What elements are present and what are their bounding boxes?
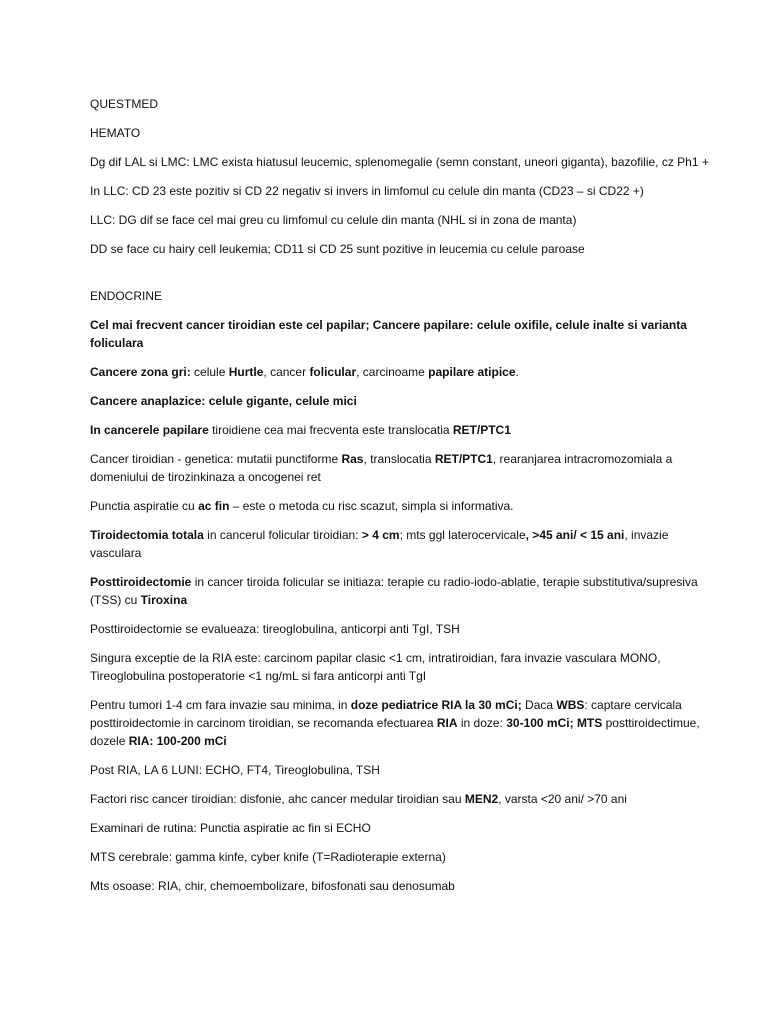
endocrine-paragraph-13 (90, 790, 710, 808)
text-run: Ras (341, 452, 364, 466)
text-run: – este o metoda cu risc scazut, simpla si informativa. (229, 499, 514, 513)
text-run: tiroidiene cea mai frecventa este translocatia (208, 423, 453, 437)
text-run: MTS (576, 716, 603, 730)
text-run: in cancer tiroida folicular se initiaza: terapie cu radio-iodo-ablatie, terapie substitutiva/supresiva (TSS) cu (90, 575, 698, 607)
section-heading-hemato: HEMATO (90, 126, 141, 140)
text-run: RIA (436, 716, 458, 730)
text-run: Cancere zona gri: (90, 365, 191, 379)
text-run: RET/PTC1 (452, 423, 511, 437)
text-run: Cancere papilare: celule oxifile, celule inalte si varianta foliculara (90, 318, 687, 350)
endocrine-paragraph-14: Examinari de rutina: Punctia aspiratie ac fin si ECHO (90, 821, 371, 835)
endocrine-paragraph-3 (90, 392, 710, 410)
text-run: celule (190, 365, 229, 379)
endocrine-paragraph-5 (90, 450, 710, 486)
text-run: posttiroidectimue, dozele (90, 716, 700, 748)
hemato-paragraph-2: In LLC: CD 23 este pozitiv si CD 22 negativ si invers in limfomul cu celule din manta (CD23 – si CD22 +) (90, 184, 644, 198)
text-run: , invazie vasculara (90, 528, 669, 560)
text-run: Cel mai frecvent cancer tiroidian este cel (90, 318, 327, 332)
text-run: Punctia aspiratie cu (90, 499, 199, 513)
text-run: in cancerul folicular tiroidian: (203, 528, 362, 542)
text-run: papilar; (326, 318, 370, 332)
section-endocrine (90, 287, 710, 895)
endocrine-paragraph-4 (90, 421, 710, 439)
text-run: Factori risc cancer tiroidian: disfonie, ahc cancer medular tiroidian sau (90, 792, 465, 806)
text-run: , translocatia (363, 452, 435, 466)
text-run: papilare atipice (428, 365, 516, 379)
text-run: ac fin (198, 499, 230, 513)
text-run: Hurtle (228, 365, 264, 379)
endocrine-paragraph-16: Mts osoase: RIA, chir, chemoembolizare, bifosfonati sau denosumab (90, 879, 455, 893)
text-run: MEN2 (464, 792, 499, 806)
text-run: papilare (162, 423, 209, 437)
endocrine-paragraph-15: MTS cerebrale: gamma kinfe, cyber knife (T=Radioterapie externa) (90, 850, 446, 864)
endocrine-paragraph-7 (90, 526, 710, 562)
text-run: Cancere anaplazice: (90, 394, 206, 408)
text-run: in doze: (457, 716, 507, 730)
text-run: , >45 ani/ < 15 ani (525, 528, 625, 542)
hemato-paragraph-4: DD se face cu hairy cell leukemia; CD11 si CD 25 sunt pozitive in leucemia cu celule paroase (90, 242, 585, 256)
text-run: , varsta <20 ani/ >70 ani (498, 792, 627, 806)
text-run: Cancer tiroidian - genetica: mutatii punctiforme (90, 452, 342, 466)
text-run: Pentru tumori 1-4 cm fara invazie sau minima, in (90, 698, 351, 712)
endocrine-paragraph-12: Post RIA, LA 6 LUNI: ECHO, FT4, Tireoglobulina, TSH (90, 763, 380, 777)
text-run: , rearanjarea intracromozomiala a domeniului de tirozinkinaza a oncogenei ret (90, 452, 673, 484)
section-spacer (90, 269, 710, 287)
endocrine-paragraph-10: Singura exceptie de la RIA este: carcinom papilar clasic <1 cm, intratiroidian, fara invazie vasculara MONO, Tireoglobulina postoperatorie <1 ng/mL si fara anticorpi anti TgI (90, 651, 661, 683)
text-run: RET/PTC1 (434, 452, 493, 466)
text-run: 30-100 mCi; (506, 716, 574, 730)
text-run: In cancerele (90, 423, 163, 437)
text-run: Posttiroidectomie (90, 575, 192, 589)
endocrine-paragraph-9: Posttiroidectomie se evalueaza: tireoglobulina, anticorpi anti TgI, TSH (90, 622, 460, 636)
document-page (90, 95, 710, 906)
endocrine-paragraph-2 (90, 363, 710, 381)
endocrine-paragraph-11 (90, 696, 710, 750)
section-hemato (90, 124, 710, 258)
hemato-paragraph-1: Dg dif LAL si LMC: LMC exista hiatusul leucemic, splenomegalie (semn constant, uneori giganta), bazofilie, cz Ph1 + (90, 155, 709, 169)
text-run: , cancer (263, 365, 310, 379)
text-run: celule gigante, celule mici (205, 394, 357, 408)
text-run: > 4 cm (361, 528, 400, 542)
section-heading-endocrine: ENDOCRINE (90, 289, 163, 303)
text-run: ; mts ggl laterocervicale (399, 528, 526, 542)
text-run: folicular (309, 365, 357, 379)
endocrine-paragraph-8 (90, 573, 710, 609)
endocrine-paragraph-6 (90, 497, 710, 515)
text-run: : captare cervicala posttiroidectomie in carcinom tiroidian, se recomanda efectuarea (90, 698, 682, 730)
text-run: RIA: 100-200 mCi (128, 734, 227, 748)
document-title: QUESTMED (90, 97, 159, 111)
hemato-paragraph-3: LLC: DG dif se face cel mai greu cu limfomul cu celule din manta (NHL si in zona de manta) (90, 213, 577, 227)
text-run: Tiroidectomia totala (90, 528, 204, 542)
text-run: , carcinoame (356, 365, 429, 379)
endocrine-paragraph-1 (90, 316, 710, 352)
text-run: doze pediatrice RIA la 30 mCi; (350, 698, 522, 712)
text-run: WBS (556, 698, 585, 712)
text-run: Tiroxina (140, 593, 188, 607)
text-run: . (515, 365, 519, 379)
text-run: Daca (521, 698, 557, 712)
